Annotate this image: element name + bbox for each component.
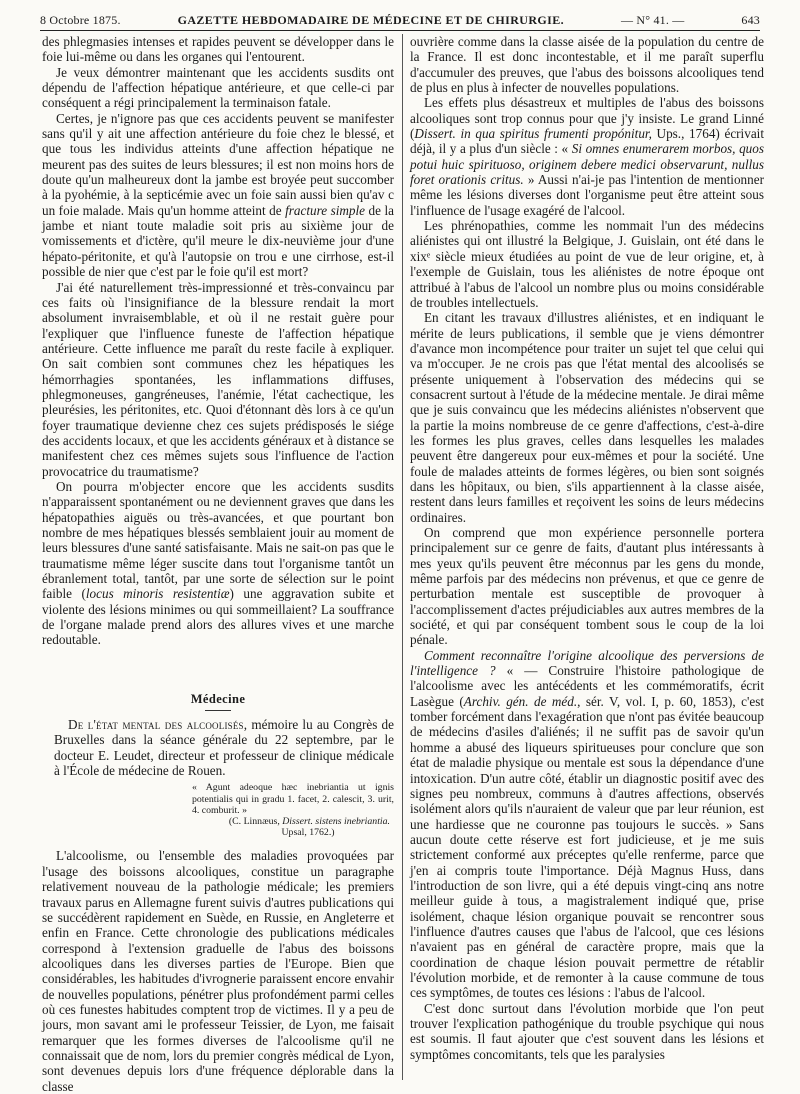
header-rule [40, 30, 760, 31]
paragraph: C'est donc surtout dans l'évolution morbide que l'on peut trouver l'explication pathogénique du trouble psychique qui nous est soumis. Il faut ajouter que c'est souvent dans les lésions et symptômes concomitants, tels que les paralysies [410, 1000, 764, 1062]
header-date: 8 Octobre 1875. [40, 13, 121, 27]
paragraph: J'ai été naturellement très-impressionné et très-convaincu par ces faits où l'insignifiance de la blessure rendait la mort absolument invraisemblable, et où il ne restait guère pour l'expliquer que l'influence funeste de l'affection hépatique antérieure. Cette influence me paraît du reste facile à expliquer. On sait combien sont communes chez les hépatiques les hémorrhagies spontanées, les inflammations diffuses, phlegmoneuses, gangréneuses, l'anémie, l'état cachectique, les pleurésies, les péritonites, etc. Quoi d'étonnant dès lors à ce qu'un foyer traumatique devienne chez ces sujets prédisposés le siége des accidents locaux, et que les accidents généraux et à distance se manifestent chez ces mêmes sujets sous l'influence de l'action provocatrice du traumatisme? [42, 279, 394, 479]
paragraph: des phlegmasies intenses et rapides peuvent se développer dans le foie lui-même ou dans les organes qui l'entourent. [42, 34, 394, 65]
paragraph: Comment reconnaître l'origine alcoolique des perversions de l'intelligence ? « — Construire l'histoire pathologique de l'alcoolisme avec les antécédents et les commémoratifs, écrit Lasègue (Archiv. gén. de méd., sér. V, vol. I, p. 60, 1853), c'est tomber forcément dans l'exagération que n'ont pas évitée beaucoup de médecins d'asiles d'aliénés; il ne suffit pas de savoir qu'un homme a abusé des liqueurs spiritueuses pour conclure que son état de maladie physique ou mentale est sous la dépendance d'une intoxication. D'un autre côté, établir un diagnostic positif avec des signes peu nombreux, communs à d'autres affections, observés isolément alors qu'ils n'auraient de valeur que par leur réunion, est une hardiesse que ne couronne pas toujours le succès. » Sans aucun doute cette réserve est fort judicieuse, et je me suis strictement conformé aux préceptes qu'elle renferme, parce que j'en ai compris toute l'importance. Déjà Magnus Huss, dans l'introduction de son livre, qui a été depuis vingt-cinq ans notre meilleur guide à tous, a magistralement indiqué que, prise isolément, chaque lésion organique pouvait se rencontrer sous l'influence d'autres causes que l'abus de l'alcool, que ces lésions n'avaient pas en général de caractère propre, mais que la coordination de chaque lésion pouvait permettre de rétablir l'évolution morbide, et de remonter à la cause commune de tous ces symptômes, de toutes ces lésions : l'abus de l'alcool. [410, 647, 765, 1001]
epigraph: « Agunt adeoque hæc inebriantia ut ignis potentialis qui in gradu 1. facet, 2. calescit, 3. urit, 4. comburit. » (C. Linnæus, Dissert. sistens inebriantia. Upsal, 1762.) [192, 782, 394, 839]
paragraph: Les effets plus désastreux et multiples de l'abus des boissons alcooliques sont trop connus pour que j'y insiste. Le grand Linné (Dissert. in qua spiritus frumenti propónitur, Ups., 1764) écrivait déjà, il y a plus d'un siècle : « Si omnes enumerarem morbos, quos potui huic spirituoso, originem debere medici observarunt, nullus foret orationis critus. » Aussi n'ai-je pas l'intention de mentionner même les lésions diverses dont l'organisme peut être atteint sous l'influence de l'usage exagéré de l'alcool. [410, 95, 764, 218]
issue-number: — N° 41. — [620, 13, 685, 27]
epigraph-attribution: (C. Linnæus, Dissert. sistens inebriantia. [228, 816, 390, 828]
article-heading: De l'état mental des alcoolisés, mémoire lu au Congrès de Bruxelles dans la séance générale du 22 septembre, par le docteur E. Leudet, directeur et professeur de clinique médicale à l'École de médecine de Rouen. [54, 717, 394, 779]
paragraph: On pourra m'objecter encore que les accidents susdits n'apparaissent spontanément ou ne deviennent graves que dans les hépatopathies aiguës ou très-avancées, et que pourtant bon nombre de mes hépatiques blessés semblaient jouir au moment de leurs blessures d'une santé satisfaisante. Mais ne sait-on pas que le traumatisme même léger suscite dans tout l'organisme tantôt un ébranlement total, tantôt, par une sorte de sélection sur le point faible (locus minoris resistentiæ) une aggravation subite et violente des lésions minimes ou qui sommeillaient? La souffrance de l'organe malade prend alors des allures vives et une marche redoutable. [42, 478, 394, 648]
paragraph: On comprend que mon expérience personnelle portera principalement sur ce genre de faits, d'autant plus intéressants à mes yeux qu'ils peuvent être méconnus par les gens du monde, même parfois par des médecins non prévenus, et que ce genre de perturbation mentale est susceptible de provoquer à l'accomplissement d'actes préjudiciables aux autres membres de la société, et qui par conséquent tombent sous le coup de la loi pénale. [410, 525, 764, 648]
right-column [410, 34, 764, 1084]
paragraph: En citant les travaux d'illustres aliénistes, et en indiquant le mérite de leurs publications, il semble que je viens démontrer d'avance mon incompétence pour traiter un sujet tel que celui qui va m'occuper. Je ne crois pas que l'état mental des alcoolisés se présente uniquement à l'observation des médecins qui se consacrent surtout à l'étude de la médecine mentale. Je dirai même que je suis convaincu que les médecins aliénistes n'observent que la partie la moins nombreuse de ce genre d'affections, c'est-à-dire les formes les plus graves, celles dans lesquelles les malades peuvent être dangereux pour eux-mêmes et pour la société. Une foule de malades atteints de formes légères, ou bien sont soignés dans les hôpitaux, ou bien, s'ils appartiennent à la classe aisée, restent dans leurs familles et reçoivent les soins de leurs médecins ordinaires. [410, 310, 764, 525]
paragraph: Les phrénopathies, comme les nommait l'un des médecins aliénistes qui ont illustré la Belgique, J. Guislain, ont été dans le xixᵉ siècle mieux étudiées au point de vue de leur origine, et, à l'exemple de Guislain, tous les aliénistes de notre époque ont attribué à l'abus de l'alcool un nombre plus ou moins considérable de troubles intellectuels. [410, 218, 764, 310]
journal-title: GAZETTE HEBDOMADAIRE DE MÉDECINE ET DE CHIRURGIE. [177, 13, 565, 27]
left-column [42, 34, 394, 1094]
page-number: 643 [741, 13, 760, 27]
paragraph: ouvrière comme dans la classe aisée de la population du centre de la France. Il est donc incontestable, et il me paraît superflu d'accumuler des preuves, que l'abus des boissons alcooliques tend de plus en plus à infecter de nouvelles populations. [410, 34, 764, 96]
running-header [40, 6, 760, 28]
paragraph: Je veux démontrer maintenant que les accidents susdits ont dépendu de l'affection hépatique antérieure, et que celle-ci par conséquent a régi principalement la terminaison fatale. [42, 64, 394, 111]
paragraph: Certes, je n'ignore pas que ces accidents peuvent se manifester sans qu'il y ait une affection antérieure du foie chez le blessé, et que tous les individus atteints d'une affection hépatique ne meurent pas des suites de leurs blessures; il est non moins hors de doute qu'un malheureux dont la jambe est broyée peut succomber à la pyohémie, à la septicémie avec un foie sain aussi bien qu'av c un foie malade. Mais qu'un homme atteint de fracture simple de la jambe et niant toute maladie soit pris au sixième jour de vomissements et d'ictère, qu'il meure le dix-neuvième jour d'une hépato-péritonite, et qu'à l'autopsie on trou e une cirrhose, est-il possible de nier que c'est par le foie qu'il est mort? [42, 110, 394, 280]
section-heading: Médecine [42, 692, 394, 711]
paragraph: L'alcoolisme, ou l'ensemble des maladies provoquées par l'usage des boissons alcooliques, constitue un paragraphe relativement nouveau de la pathologie médicale; les premiers travaux parus en Allemagne furent suivis d'autres publications qui se succédèrent rapidement en Suède, en Russie, en Angleterre et enfin en France. Cette chronologie des publications médicales correspond à l'extension graduelle de l'abus des boissons alcooliques dans les diverses parties de l'Europe. Bien que considérables, les habitudes d'ivrognerie paraissent encore envahir de nouvelles populations, pénétrer plus profondément parmi celles où ces funestes habitudes comptent trop de victimes. Il y a peu de jours, mon savant ami le professeur Teissier, de Lyon, me faisait remarquer que les formes diverses de l'alcoolisme qu'il ne connaissait que de nom, lors du premier congrès médical de Lyon, sont devenues depuis lors d'une fréquence déplorable dans la classe [42, 848, 394, 1094]
column-divider [402, 34, 403, 1080]
